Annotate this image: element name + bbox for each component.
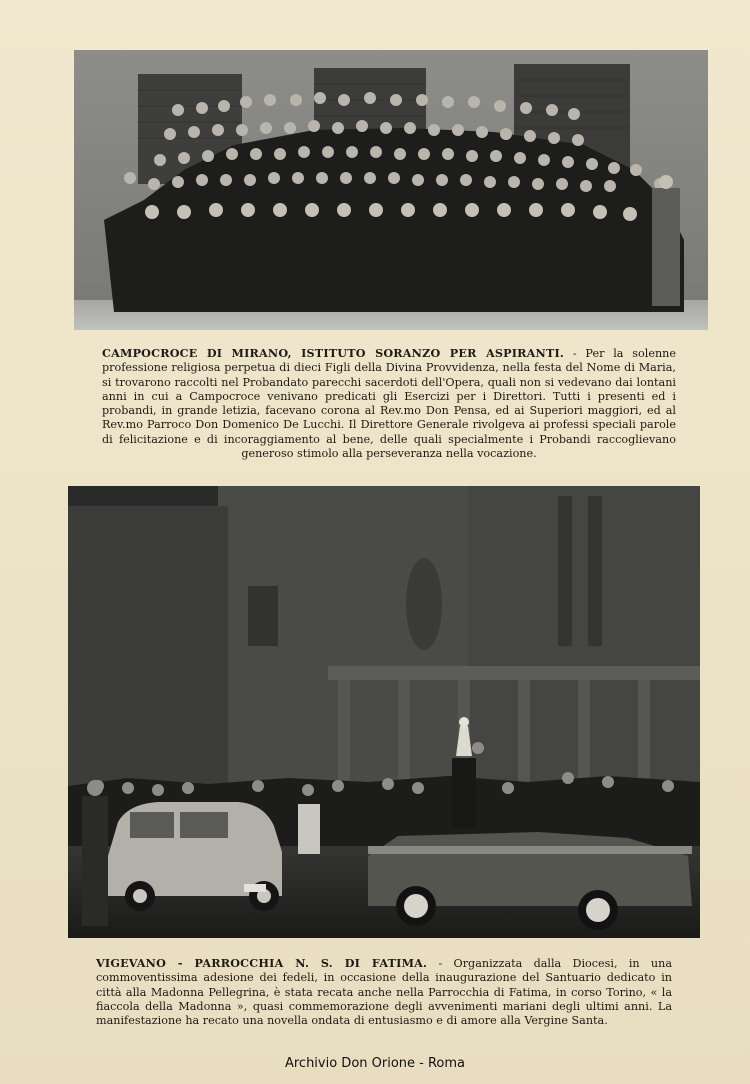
caption-top-heading: CAMPOCROCE DI MIRANO, ISTITUTO SORANZO PER ASPIRANTI. <box>102 346 565 360</box>
procession-photo-image <box>68 486 700 938</box>
archive-footer: Archivio Don Orione - Roma <box>284 1056 466 1071</box>
group-photo <box>74 50 708 330</box>
group-photo-image <box>74 50 708 330</box>
caption-top <box>102 346 676 461</box>
caption-bottom-body: - Organizzata dalla Diocesi, in una commoventissima adesione dei fedeli, in occasione della inaugurazione del Santuario dedicato in città alla Madonna Pellegrina, è stata recata anche nella Parrocchia di Fatima, in corso Torino, « la fiaccola della Madonna », quasi commemorazione degli avvenimenti mariani degli ultimi anni. La manifestazione ha recato una novella ondata di entusiasmo e di amore alla Vergine Santa. <box>96 957 672 1028</box>
caption-top-body: - Per la solenne professione religiosa perpetua di dieci Figli della Divina Provvidenza, nella festa del Nome di Maria, si trovarono raccolti nel Probandato parecchi sacerdoti dell'Opera, quali non si vedevano dai lontani anni in cui a Campocroce venivano predicati gli Esercizi per i Direttori. Tutti i presenti ed i probandi, in grande letizia, facevano corona al Rev.mo Don Pensa, ed ai Superiori maggiori, ed al Rev.mo Parroco Don Domenico De Lucchi. Il Direttore Generale rivolgeva ai professi speciali parole di felicitazione e di incoraggiamento al bene, delle quali specialmente i Probandi raccoglievano generoso stimolo alla perseveranza nella vocazione. <box>102 347 676 461</box>
caption-bottom <box>96 956 672 1028</box>
caption-bottom-heading: VIGEVANO - PARROCCHIA N. S. DI FATIMA. <box>96 956 428 970</box>
procession-photo <box>68 486 700 938</box>
